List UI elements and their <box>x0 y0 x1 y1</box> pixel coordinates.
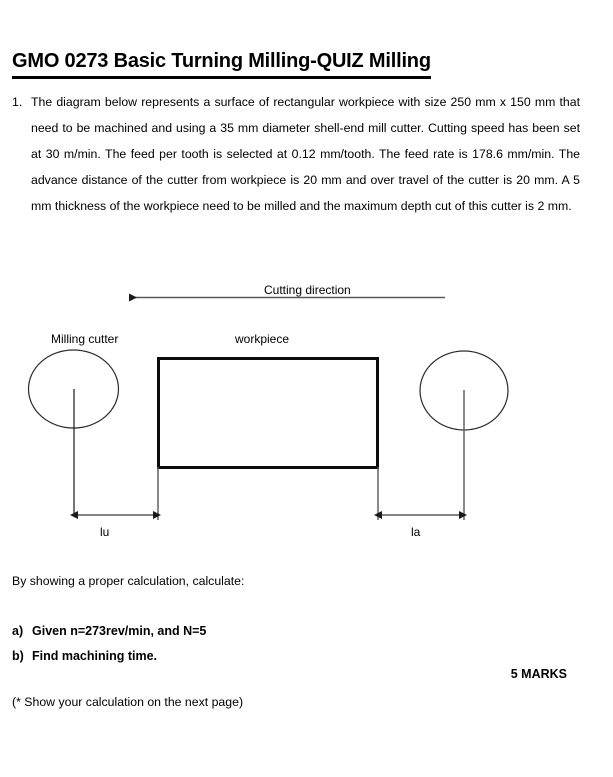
workpiece-rectangle <box>159 359 378 468</box>
lu-dimension-label: lu <box>100 525 110 539</box>
page-title: GMO 0273 Basic Turning Milling-QUIZ Milling <box>12 50 431 79</box>
marks-label: 5 MARKS <box>510 667 567 681</box>
question-text: The diagram below represents a surface of rectangular workpiece with size 250 mm x 150 mm that need to be machined and using a 35 mm diameter shell-end mill cutter. Cutting speed has been set at 30 m/min. The feed per tooth is selected at 0.12 mm/tooth. The feed rate is 178.6 mm/min. The advance distance of the cutter from workpiece is 20 mm and over travel of the cutter is 20 mm. A 5 mm thickness of the workpiece need to be milled and the maximum depth cut of this cutter is 2 mm. <box>31 95 580 213</box>
question-number: 1. <box>12 95 23 109</box>
calculation-instruction: By showing a proper calculation, calculate: <box>12 574 245 588</box>
la-dimension-label: la <box>411 525 421 539</box>
milling-cutter-label: Milling cutter <box>51 332 119 346</box>
answer-list <box>12 619 412 669</box>
question-block <box>12 89 580 219</box>
answer-marker-a: a) <box>12 624 24 638</box>
workpiece-label: workpiece <box>235 332 290 346</box>
milling-diagram-svg <box>0 270 613 550</box>
answer-item-b <box>12 644 412 669</box>
answer-marker-b: b) <box>12 649 24 663</box>
cutting-direction-label: Cutting direction <box>264 283 351 297</box>
answer-item-a <box>12 619 412 644</box>
answer-text-b: Find machining time. <box>32 649 158 663</box>
milling-diagram <box>0 270 613 550</box>
answer-text-a: Given n=273rev/min, and N=5 <box>32 624 207 638</box>
footnote: (* Show your calculation on the next page) <box>12 695 244 709</box>
